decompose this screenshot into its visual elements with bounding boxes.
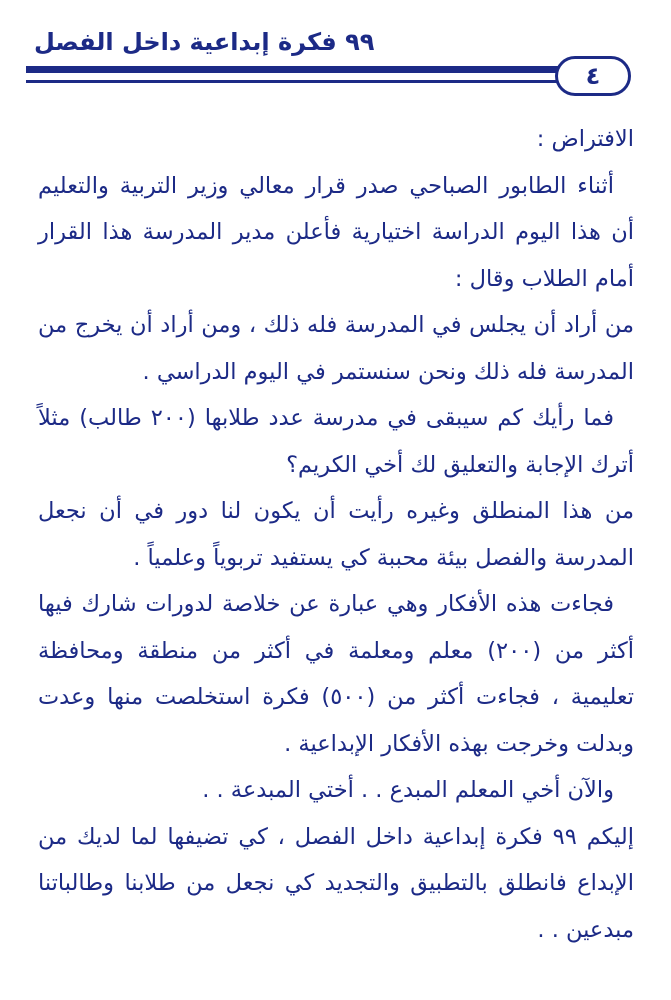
paragraph: والآن أخي المعلم المبدع . . أختي المبدعة . . <box>202 777 614 803</box>
paragraph: فجاءت هذه الأفكار وهي عبارة عن خلاصة لدورات شارك فيها أكثر من (٢٠٠) معلم ومعلمة في أكثر من منطقة ومحافظة تعليمية ، فجاءت أكثر من (٥٠٠) فكرة استخلصت منها وعدت وبدلت وخرجت بهذه الأفكار الإبداعية . <box>38 591 635 757</box>
paragraph: أثناء الطابور الصباحي صدر قرار معالي وزير التربية والتعليم أن هذا اليوم الدراسة اختيارية فأعلن مدير المدرسة هذا القرار أمام الطلاب وقال : <box>38 172 634 292</box>
body-text <box>38 116 634 953</box>
paragraph: فما رأيك كم سيبقى في مدرسة عدد طلابها (٢٠٠ طالب) مثلاً أترك الإجابة والتعليق لك أخي الكريم؟ <box>38 405 634 478</box>
paragraph: من هذا المنطلق وغيره رأيت أن يكون لنا دور في أن نجعل المدرسة والفصل بيئة محببة كي يستفيد تربوياً وعلمياً . <box>38 498 634 571</box>
paragraph: من أراد أن يجلس في المدرسة فله ذلك ، ومن أراد أن يخرج من المدرسة فله ذلك ونحن سنستمر في اليوم الدراسي . <box>38 312 634 385</box>
header-rule-thin <box>26 80 563 83</box>
paragraph: إليكم ٩٩ فكرة إبداعية داخل الفصل ، كي تضيفها لما لديك من الإبداع فانطلق بالتطبيق والتجديد كي نجعل من طلابنا وطالباتنا مبدعين . . <box>38 823 634 943</box>
header-rule-thick <box>26 66 563 73</box>
page-number-badge <box>555 56 631 96</box>
book-title: ٩٩ فكرة إبداعية داخل الفصل <box>34 28 375 56</box>
section-heading: الافتراض : <box>536 126 634 152</box>
page-number: ٤ <box>585 62 601 90</box>
